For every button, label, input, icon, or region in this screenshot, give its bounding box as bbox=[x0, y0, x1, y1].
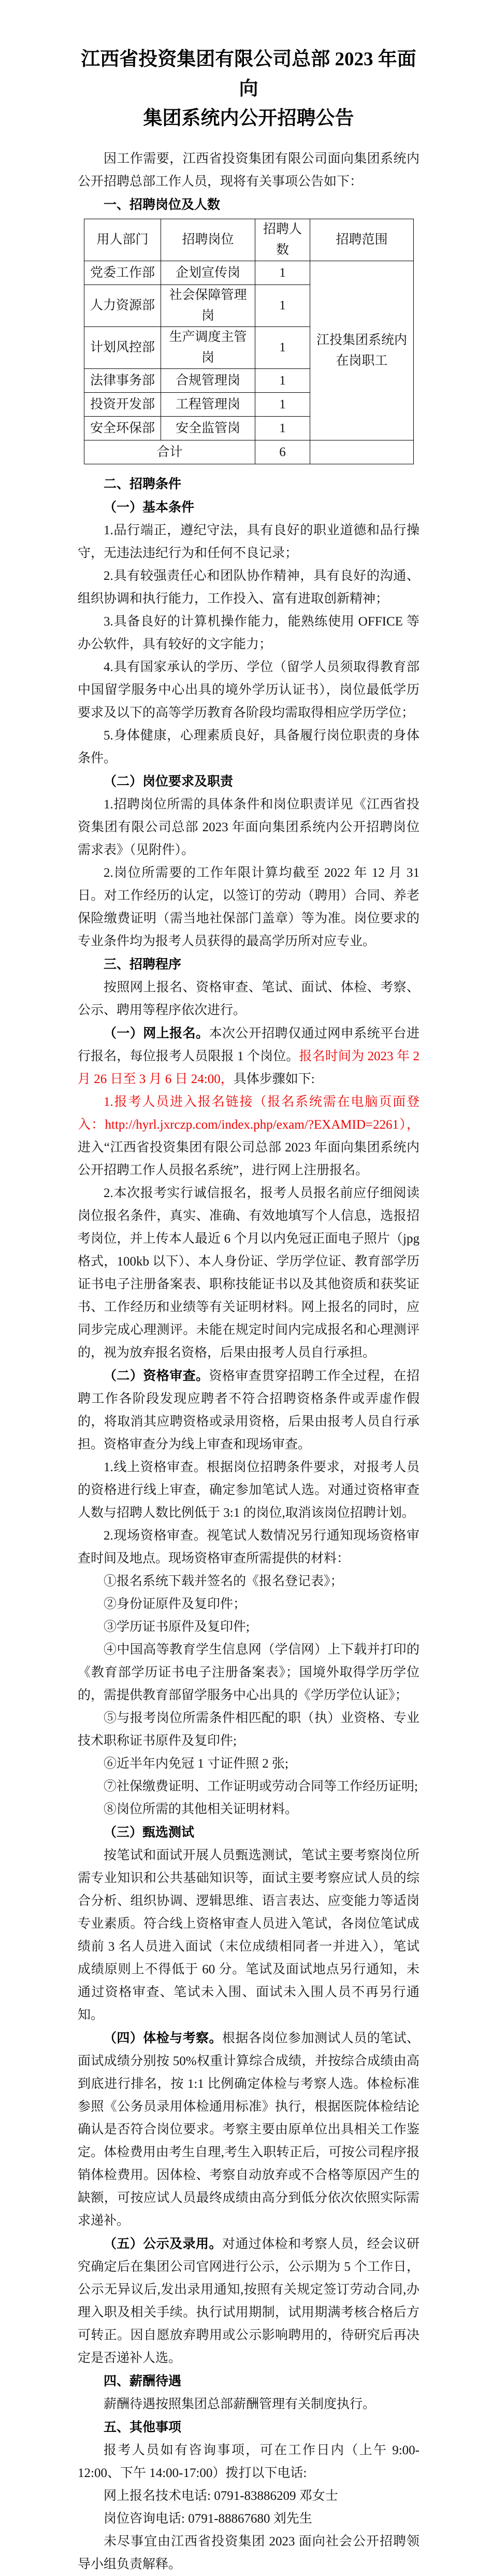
text-run: 五、其他事项 bbox=[104, 2420, 182, 2435]
page-title bbox=[78, 45, 419, 133]
table-cell-count: 1 bbox=[255, 285, 310, 327]
body-sections bbox=[78, 473, 419, 2576]
registration-url-text: http://hyrl.jxrczp.com/index.php/exam/?EXAMID=2261）， bbox=[105, 1118, 419, 1132]
text-run: 2.现场资格审查。视笔试人数情况另行通知现场资格审查时间及地点。现场资格审查所需提供的材料： bbox=[78, 1529, 419, 1565]
paragraph bbox=[78, 2232, 419, 2370]
paragraph bbox=[78, 1753, 419, 1775]
text-run: 报考人员如有咨询事项，可在工作日内（上午 9:00-12:00、下午 14:00-17:00）拨打以下电话: bbox=[78, 2443, 419, 2480]
paragraph bbox=[78, 2027, 419, 2232]
paragraph bbox=[78, 862, 419, 953]
paragraph bbox=[78, 1525, 419, 1570]
text-run: 本次公开招聘仅通过网申系统平台进行报名，每位报考人员限报 1 个岗位。 bbox=[78, 1027, 419, 1063]
paragraph bbox=[78, 2485, 419, 2508]
text-run: 网上报名技术电话: 0791-83886209 邓女士 bbox=[104, 2489, 338, 2503]
paragraph bbox=[78, 565, 419, 610]
section-heading bbox=[78, 2416, 419, 2439]
text-run: （一）基本条件 bbox=[104, 500, 195, 515]
table-row bbox=[84, 261, 414, 285]
table-cell-dept: 计划风控部 bbox=[84, 327, 161, 369]
text-run: 因工作需要，江西省投资集团有限公司面向集团系统内公开招聘总部工作人员，现将有关事项公告如下： bbox=[78, 152, 419, 189]
text-run: 2.岗位所需要的工作年限计算均截至 2022 年 12 月 31 日。对工作经历的认定，以签订的劳动（聘用）合同、养老保险缴费证明（需当地社保部门盖章）等为准。岗位要求的专业条件均为报考人员获得的最高学历所对应专业。 bbox=[78, 866, 419, 948]
paragraph bbox=[78, 1707, 419, 1753]
table-total-row bbox=[84, 440, 414, 464]
paragraph bbox=[78, 1570, 419, 1593]
paragraph bbox=[78, 148, 419, 193]
text-run: 1.线上资格审查。根据岗位招聘条件要求，对报考人员的资格进行线上审查，确定参加笔试人选。对通过资格审查人数与招聘人数比例低于 3:1 的岗位,取消该岗位招聘计划。 bbox=[78, 1460, 419, 1520]
paragraph bbox=[78, 1364, 419, 1456]
table-cell-dept: 法律事务部 bbox=[84, 369, 161, 393]
paragraph bbox=[78, 2530, 419, 2576]
table-cell-count: 1 bbox=[255, 393, 310, 417]
text-run: ⑧岗位所需的其他相关证明材料。 bbox=[104, 1802, 298, 1816]
emphasis-text: （四）体检与考察。 bbox=[104, 2031, 222, 2045]
text-run: ⑤与报考岗位所需条件相匹配的职（执）业资格、专业技术职称证书原件及复印件; bbox=[78, 1711, 419, 1748]
text-run: （三）甄选测试 bbox=[104, 1825, 195, 1840]
recruit-positions-table bbox=[84, 219, 414, 464]
text-run: 三、招聘程序 bbox=[104, 957, 182, 972]
text-run: ⑥近半年内免冠 1 寸证件照 2 张; bbox=[104, 1757, 288, 1771]
table-cell-scope: 江投集团系统内在岗职工 bbox=[310, 261, 414, 440]
text-run: 根据各岗位参加测试人员的笔试、面试成绩分别按 50%权重计算综合成绩，并按综合成绩由高到底进行排名，按 1:1 比例确定体检与考察人选。体检标准参照《公务员录用体检通用标准》执行，根据医院体检结论确认是否符合岗位要求。考察主要由原单位出具相关工作鉴定。体检费用由考生自理,考生入职转正后，可按公司程序报销体检费用。因体检、考察自动放弃或不合格等原因产生的缺额，可按应试人员最终成绩由高分到低分依次依照实际需求递补。 bbox=[78, 2031, 419, 2228]
text-run: 具体步骤如下: bbox=[233, 1072, 315, 1086]
table-total-count: 6 bbox=[255, 440, 310, 464]
table-cell-post: 工程管理岗 bbox=[161, 393, 255, 417]
text-run: ②身份证原件及复印件； bbox=[104, 1597, 247, 1611]
paragraph bbox=[78, 519, 419, 565]
text-run: ⑦社保缴费证明、工作证明或劳动合同等工作经历证明; bbox=[104, 1780, 418, 1794]
text-run: 岗位咨询电话: 0791-88867680 刘先生 bbox=[104, 2512, 312, 2526]
text-run: 薪酬待遇按照集团总部薪酬管理有关制度执行。 bbox=[104, 2397, 376, 2411]
page-title-line-1: 江西省投资集团有限公司总部 2023 年面向 bbox=[81, 49, 416, 99]
table-cell-count: 1 bbox=[255, 369, 310, 393]
text-run: 进入“江西省投资集团有限公司总部 2023 年面向集团系统内公开招聘工作人员报名系统”，进行网上注册报名。 bbox=[78, 1141, 419, 1177]
paragraph bbox=[78, 656, 419, 724]
table-total-scope-empty bbox=[310, 440, 414, 464]
paragraph bbox=[78, 1456, 419, 1525]
table-total-label: 合计 bbox=[84, 440, 255, 464]
section-heading bbox=[78, 193, 419, 217]
paragraph bbox=[78, 1798, 419, 1821]
table-cell-post: 合规管理岗 bbox=[161, 369, 255, 393]
subsection-heading bbox=[78, 1821, 419, 1844]
paragraph bbox=[78, 976, 419, 1022]
table-cell-post: 社会保障管理岗 bbox=[161, 285, 255, 327]
table-cell-count: 1 bbox=[255, 417, 310, 440]
text-run: 二、招聘条件 bbox=[104, 477, 182, 491]
text-run: 一、招聘岗位及人数 bbox=[104, 197, 221, 212]
paragraph bbox=[78, 610, 419, 656]
text-run: ③学历证书原件及复印件; bbox=[104, 1620, 250, 1634]
highlighted-red-text: 1.报考人员进入报名链接（报名系统需在电脑页面登入： bbox=[78, 1095, 419, 1132]
text-run: 资格审查贯穿招聘工作全过程，在招聘工作各阶段发现应聘者不符合招聘资格条件或弄虚作假的，将取消其应聘资格或录用资格，后果由报考人员自行承担。资格审查分为线上审查和现场审查。 bbox=[78, 1369, 419, 1451]
text-run: 对通过体检和考察人员，经会议研究确定后在集团公司官网进行公示，公示期为 5 个工作日，公示无异议后,发出录用通知,按照有关规定签订劳动合同,办理入职及相关手续。执行试用期制，试用期满考核合格后方可转正。因自愿放弃聘用或公示影响聘用的，待研究后再决定是否递补人选。 bbox=[78, 2237, 419, 2365]
section-heading bbox=[78, 953, 419, 976]
table-cell-post: 生产调度主管岗 bbox=[161, 327, 255, 369]
paragraph bbox=[78, 1022, 419, 1091]
paragraph bbox=[78, 1639, 419, 1707]
paragraph bbox=[78, 1593, 419, 1616]
paragraph bbox=[78, 1091, 419, 1182]
table-cell-post: 安全监管岗 bbox=[161, 417, 255, 440]
subsection-heading bbox=[78, 770, 419, 793]
table-cell-dept: 人力资源部 bbox=[84, 285, 161, 327]
text-run: 4.具有国家承认的学历、学位（留学人员须取得教育部中国留学服务中心出具的境外学历认证书），岗位最低学历要求及以下的高等学历教育各阶段均需取得相应学历学位； bbox=[78, 660, 419, 720]
emphasis-text: （二）资格审查。 bbox=[104, 1369, 209, 1383]
emphasis-text: （五）公示及录用。 bbox=[104, 2237, 222, 2251]
table-cell-count: 1 bbox=[255, 261, 310, 285]
text-run: （二）岗位要求及职责 bbox=[104, 774, 234, 789]
table-cell-dept: 党委工作部 bbox=[84, 261, 161, 285]
paragraph bbox=[78, 724, 419, 770]
table-cell-post: 企划宣传岗 bbox=[161, 261, 255, 285]
paragraph bbox=[78, 1182, 419, 1364]
intro-section bbox=[78, 148, 419, 217]
paragraph bbox=[78, 2508, 419, 2530]
text-run: 按照网上报名、资格审查、笔试、面试、体检、考察、公示、聘用等程序依次进行。 bbox=[78, 980, 419, 1017]
paragraph bbox=[78, 1844, 419, 2027]
table-header-cell: 招聘范围 bbox=[310, 219, 414, 261]
text-run: 2.具有较强责任心和团队协作精神，具有良好的沟通、组织协调和执行能力，工作投入、富有进取创新精神； bbox=[78, 569, 419, 606]
table-header-cell: 招聘岗位 bbox=[161, 219, 255, 261]
subsection-heading bbox=[78, 496, 419, 519]
table-header-cell: 招聘人数 bbox=[255, 219, 310, 261]
text-run: 1.招聘岗位所需的具体条件和岗位职责详见《江西省投资集团有限公司总部 2023 年面向集团系统内公开招聘岗位需求表》（见附件）。 bbox=[78, 798, 419, 857]
table-header-row bbox=[84, 219, 414, 261]
highlighted-red-text: 报名时间为 2023 年 2 月 26 日至 3 月 6 日 24:00， bbox=[78, 1049, 419, 1086]
text-run: ④中国高等教育学生信息网（学信网）上下载并打印的《教育部学历证书电子注册备案表》；国境外取得学历学位的，需提供教育部留学服务中心出具的《学历学位认证》； bbox=[78, 1643, 419, 1702]
paragraph bbox=[78, 1616, 419, 1639]
page-title-line-2: 集团系统内公开招聘公告 bbox=[143, 108, 354, 129]
table-cell-count: 1 bbox=[255, 327, 310, 369]
text-run: 四、薪酬待遇 bbox=[104, 2374, 182, 2388]
paragraph bbox=[78, 793, 419, 862]
paragraph bbox=[78, 2393, 419, 2416]
text-run: 未尽事宜由江西省投资集团 2023 面向社会公开招聘领导小组负责解释。 bbox=[78, 2535, 419, 2571]
section-heading bbox=[78, 473, 419, 496]
text-run: ①报名系统下载并签名的《报名登记表》； bbox=[104, 1574, 343, 1588]
paragraph bbox=[78, 1775, 419, 1798]
text-run: 按笔试和面试开展人员甄选测试，笔试主要考察岗位所需专业知识和公共基础知识等，面试主要考察应试人员的综合分析、组织协调、逻辑思维、语言表达、应变能力等适岗专业素质。符合线上资格审查人员进入笔试，各岗位笔试成绩前 3 名人员进入面试（末位成绩相同者一并进入），笔试成绩原则上不得低于 60 分。笔试及面试地点另行通知，未通过资格审查、笔试未入围、面试未入围人员不再另行通知。 bbox=[78, 1848, 419, 2022]
text-run: 5.身体健康，心理素质良好，具备履行岗位职责的身体条件。 bbox=[78, 729, 419, 765]
table-cell-dept: 投资开发部 bbox=[84, 393, 161, 417]
table-cell-dept: 安全环保部 bbox=[84, 417, 161, 440]
text-run: 3.具备良好的计算机操作能力，能熟练使用 OFFICE 等办公软件，具有较好的文字能力； bbox=[78, 615, 419, 651]
paragraph bbox=[78, 2439, 419, 2485]
text-run: 2.本次报考实行诚信报名，报考人员报名前应仔细阅读岗位报名条件，真实、准确、有效地填写个人信息，选报招考岗位，并上传本人最近 6 个月以内免冠正面电子照片（jpg 格式，100kb 以下）、本人身份证、学历学位证、教育部学历证书电子注册备案表、职称技能证书以及其他资质和获奖证书、工作经历和业绩等有关证明材料。网上报名的同时，应同步完成心理测评。未能在规定时间内完成报名和心理测评的，视为放弃报名资格，后果由报考人员自行承担。 bbox=[78, 1186, 419, 1360]
table-header-cell: 用人部门 bbox=[84, 219, 161, 261]
section-heading bbox=[78, 2370, 419, 2393]
emphasis-text: （一）网上报名。 bbox=[104, 1026, 209, 1041]
text-run: 1.品行端正，遵纪守法，具有良好的职业道德和品行操守，无违法违纪行为和任何不良记录； bbox=[78, 523, 419, 560]
